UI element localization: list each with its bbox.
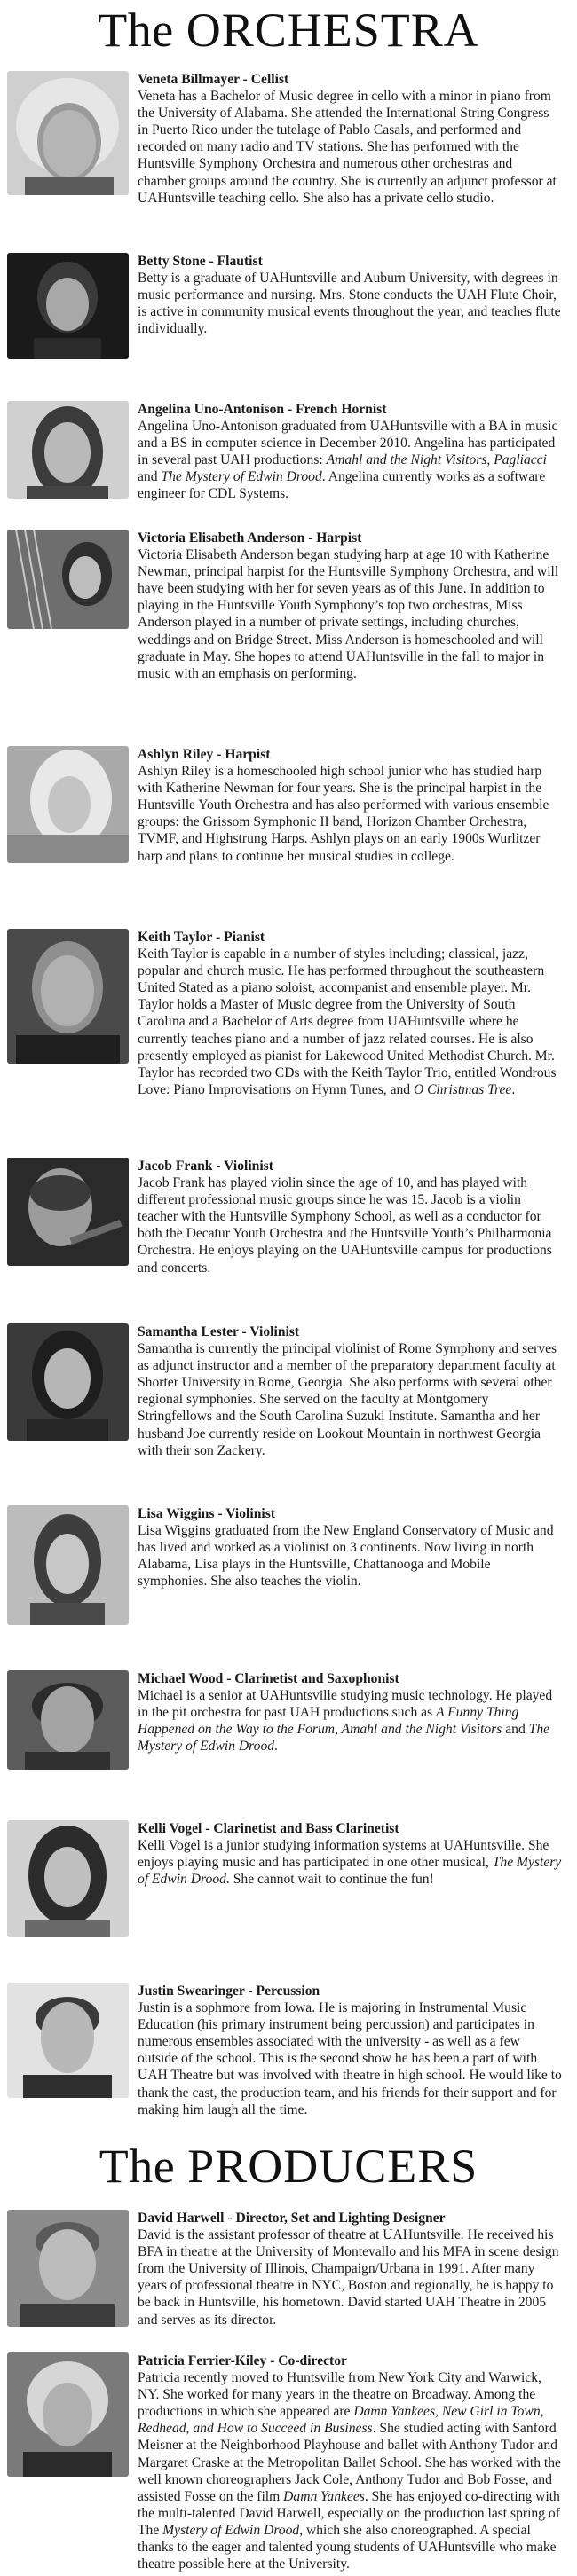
portrait-image	[7, 929, 129, 1064]
photo-ashlyn-riley	[7, 746, 129, 863]
bio-text-block	[138, 2352, 562, 2572]
bio-text-block	[138, 1983, 562, 2118]
portrait-image	[7, 401, 129, 499]
portrait-image	[7, 1158, 129, 1266]
photo-kelli-vogel	[7, 1820, 129, 1937]
bio-name: Veneta Billmayer - Cellist	[138, 72, 289, 87]
bio-description: Michael is a senior at UAHuntsville studying music technology. He played in the pit orchestra for past UAH productions such as A Funny Thing Happened on the Way to the Forum, Amahl and the Night Visitors and The Mystery of Edwin Drood.	[138, 1688, 553, 1755]
bio-text-block	[138, 1505, 562, 1590]
orchestra-heading	[0, 4, 577, 57]
portrait-image	[7, 1670, 129, 1770]
portrait-image	[7, 1505, 129, 1625]
bio-description: Angelina Uno-Antonison graduated from UAHuntsville with a BA in music and a BS in computer science in December 2010. Angelina has participated in several past UAH productions: Amahl and the Night Visitors, Pagliacci and The Mystery of Edwin Drood. Angelina currently works as a software engineer for CDL Systems.	[138, 419, 558, 502]
photo-samantha-lester	[7, 1323, 129, 1441]
portrait-image	[7, 1983, 129, 2098]
portrait-image	[7, 1323, 129, 1441]
bio-description: David is the assistant professor of theatre at UAHuntsville. He received his BFA in theatre at the University of Montevallo and his MFA in scene design from the University of Illinois, Champaign/Urbana in 1991. After many years of professional theatre in NYC, Boston and regionally, he is happy to be back in Huntsville, his hometown. David started UAH Theatre in 2005 and serves as its director.	[138, 2227, 559, 2328]
photo-michael-wood	[7, 1670, 129, 1770]
bio-text-block	[138, 746, 562, 865]
bio-text-block	[138, 1670, 562, 1755]
producers-heading-word: PRODUCERS	[187, 2140, 478, 2193]
photo-keith-taylor	[7, 929, 129, 1064]
bio-name: Patricia Ferrier-Kiley - Co-director	[138, 2353, 347, 2368]
bio-name: Michael Wood - Clarinetist and Saxophonist	[138, 1671, 399, 1686]
bio-description: Samantha is currently the principal violinist of Rome Symphony and serves as adjunct instructor and a member of the preparatory department faculty at Shorter University in Rome, Georgia. She also performs with several other regional symphonies. She served on the faculty at Montgomery Stringfellows and the South Carolina Suzuki Institute. Samantha and her husband Joe currently reside on Lookout Mountain in northwest Georgia with their son Zackery.	[138, 1341, 557, 1458]
bio-name: Angelina Uno-Antonison - French Hornist	[138, 402, 387, 417]
portrait-image	[7, 530, 129, 629]
bio-description: Victoria Elisabeth Anderson began studying harp at age 10 with Katherine Newman, principal harpist for the Huntsville Symphony Orchestra, and will have been studying with her for seven years as of this June. In addition to playing in the Huntsville Youth Symphony’s top two orchestras, Miss Anderson played in a number of private settings, including churches, weddings and on Bridge Street. Miss Anderson is homeschooled and will graduate in May. She hopes to attend UAHuntsville in the fall to major in music with an emphasis on performing.	[138, 547, 559, 681]
bio-description: Veneta has a Bachelor of Music degree in cello with a minor in piano from the University of Alabama. She attended the International String Congress in Puerto Rico under the tutelage of Pablo Casals, and performed and recorded on many radio and TV stations. She has performed with the Huntsville Symphony Orchestra and numerous other orchestras and chamber groups around the country. She is currently an adjunct professor at UAHuntsville teaching cello. She also has a private cello studio.	[138, 89, 557, 206]
bio-description: Jacob Frank has played violin since the age of 10, and has played with different professional music groups since he was 15. Jacob is a violin teacher with the Huntsville Symphony School, as well as a conductor for both the Decatur Youth Orchestra and the Huntsville Youth’s Philharmonia Orchestra. He enjoys playing on the UAHuntsville campus for productions and concerts.	[138, 1175, 552, 1276]
photo-betty-stone	[7, 253, 129, 359]
photo-angelina-uno-antonison	[7, 401, 129, 499]
bio-name: Samantha Lester - Violinist	[138, 1324, 300, 1339]
bio-text-block	[138, 1158, 562, 1276]
bio-text-block	[138, 1323, 562, 1459]
photo-victoria-anderson	[7, 530, 129, 629]
bio-description: Betty is a graduate of UAHuntsville and Auburn University, with degrees in music performance and nursing. Mrs. Stone conducts the UAH Flute Choir, is active in community musical events throughout the year, and teaches flute individually.	[138, 271, 561, 337]
portrait-image	[7, 2210, 129, 2327]
orchestra-heading-the: The	[98, 4, 174, 57]
bio-text-block	[138, 530, 562, 682]
bio-name: Lisa Wiggins - Violinist	[138, 1506, 275, 1521]
bio-name: Justin Swearinger - Percussion	[138, 1983, 320, 1999]
photo-lisa-wiggins	[7, 1505, 129, 1625]
producers-heading-the: The	[99, 2140, 176, 2193]
bio-name: David Harwell - Director, Set and Lighting Designer	[138, 2211, 446, 2226]
orchestra-heading-word: ORCHESTRA	[186, 4, 479, 57]
bio-description: Keith Taylor is capable in a number of styles including; classical, jazz, popular and church music. He has performed throughout the southeastern United Stated as a piano soloist, accompanist and ensemble player. Mr. Taylor holds a Master of Music degree from the University of South Carolina and a Bachelor of Arts degree from UAHuntsville where he currently teaches piano and a number of jazz related courses. He is also presently employed as pianist for Lakewood United Methodist Church. Mr. Taylor has recorded two CDs with the Keith Taylor Trio, entitled Wondrous Love: Piano Improvisations on Hymn Tunes, and O Christmas Tree.	[138, 946, 557, 1097]
bio-description: Patricia recently moved to Huntsville from New York City and Warwick, NY. She worked for many years in the theatre on Broadway. Among the productions in which she appeared are Damn Yankees, New Girl in Town, Redhead, and How to Succeed in Business. She studied acting with Sanford Meisner at the Neighborhood Playhouse and ballet with Anthony Tudor and Margaret Craske at the Metropolitan Ballet School. She has worked with the well known choreographers Jack Cole, Anthony Tudor and Bob Fosse, and assisted Fosse on the film Damn Yankees. She has enjoyed co-directing with the multi-talented David Harwell, especially on the production last spring of The Mystery of Edwin Drood, which she also choreographed. A special thanks to the eager and talented young students of UAHuntsville who make theatre possible here at the University.	[138, 2370, 561, 2572]
bio-text-block	[138, 253, 562, 337]
photo-jacob-frank	[7, 1158, 129, 1266]
bio-name: Keith Taylor - Pianist	[138, 930, 265, 945]
bio-name: Betty Stone - Flautist	[138, 254, 263, 269]
portrait-image	[7, 1820, 129, 1937]
photo-patricia-ferrier-kiley	[7, 2352, 129, 2477]
bio-name: Jacob Frank - Violinist	[138, 1158, 273, 1174]
portrait-image	[7, 2352, 129, 2477]
bio-text-block	[138, 401, 562, 503]
portrait-image	[7, 71, 129, 195]
portrait-image	[7, 746, 129, 863]
producers-heading	[0, 2140, 577, 2193]
bio-text-block	[138, 1820, 562, 1888]
bio-name: Victoria Elisabeth Anderson - Harpist	[138, 530, 362, 546]
bio-name: Kelli Vogel - Clarinetist and Bass Clarinetist	[138, 1821, 399, 1836]
photo-david-harwell	[7, 2210, 129, 2327]
bio-description: Lisa Wiggins graduated from the New England Conservatory of Music and has lived and worked as a violinist on 3 continents. Now living in north Alabama, Lisa plays in the Huntsville, Chattanooga and Mobile symphonies. She also teaches the violin.	[138, 1523, 554, 1590]
bio-description: Ashlyn Riley is a homeschooled high school junior who has studied harp with Katherine Newman for four years. She is the principal harpist in the Huntsville Youth Orchestra and has also performed with various ensemble groups: the Grissom Symphonic II band, Horizon Chamber Orchestra, TVMF, and Highstrung Harps. Ashlyn plays on an early 1900s Wurlitzer harp and plans to continue her musical studies in college.	[138, 764, 549, 864]
bio-text-block	[138, 929, 562, 1098]
bio-name: Ashlyn Riley - Harpist	[138, 747, 271, 762]
photo-justin-swearinger	[7, 1983, 129, 2098]
bio-text-block	[138, 71, 562, 207]
bio-text-block	[138, 2210, 562, 2329]
bio-description: Kelli Vogel is a junior studying information systems at UAHuntsville. She enjoys playing music and has participated in one other musical, The Mystery of Edwin Drood. She cannot wait to continue the fun!	[138, 1838, 562, 1888]
portrait-image	[7, 253, 129, 359]
bio-description: Justin is a sophmore from Iowa. He is majoring in Instrumental Music Education (his primary instrument being percussion) and participates in numerous ensembles associated with the university - as well as a few outside of the school. This is the second show he has been a part of with UAH Theatre but was involved with theatre in high school. He would like to thank the cast, the production team, and his friends for their support and for making him laugh all the time.	[138, 2000, 562, 2117]
photo-veneta-billmayer	[7, 71, 129, 195]
